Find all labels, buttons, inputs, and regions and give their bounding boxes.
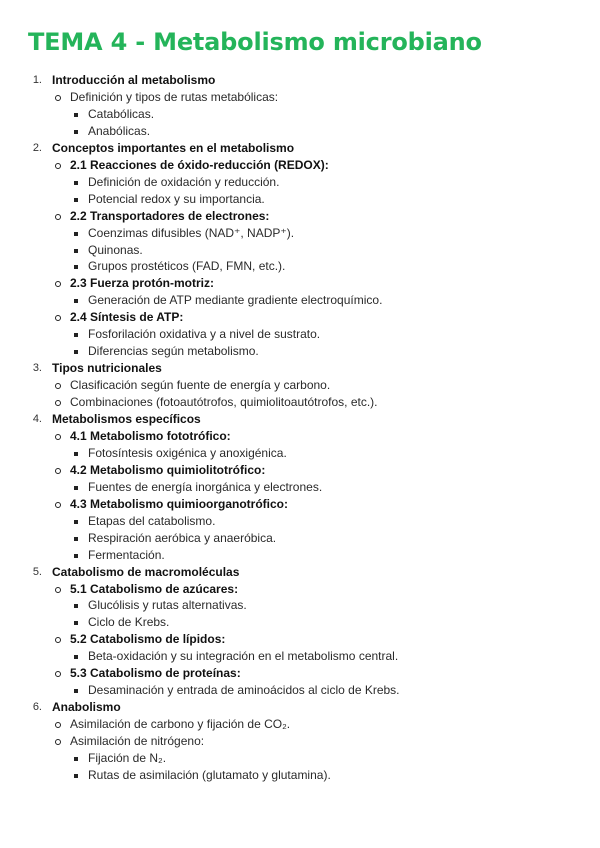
- outline-text: Fermentación.: [88, 547, 165, 562]
- square-bullet-icon: [74, 249, 78, 253]
- outline-text: 5.2 Catabolismo de lípidos:: [70, 632, 226, 647]
- outline-text: Introducción al metabolismo: [52, 73, 216, 87]
- outline-section: [0, 140, 600, 157]
- outline-bullet: [0, 750, 600, 767]
- outline-section: [0, 564, 600, 581]
- square-bullet-icon: [74, 350, 78, 354]
- outline-bullet: [0, 242, 600, 259]
- square-bullet-icon: [74, 130, 78, 134]
- outline-subitem: [0, 428, 600, 445]
- outline-text: 4.2 Metabolismo quimiolitotrófico:: [70, 462, 266, 477]
- square-bullet-icon: [74, 604, 78, 608]
- outline-bullet: [0, 530, 600, 547]
- outline-bullet: [0, 648, 600, 665]
- outline-bullet: [0, 614, 600, 631]
- square-bullet-icon: [74, 554, 78, 558]
- outline-text: Rutas de asimilación (glutamato y glutamina).: [88, 767, 331, 782]
- outline-text: Desaminación y entrada de aminoácidos al ciclo de Krebs.: [88, 683, 400, 698]
- square-bullet-icon: [74, 689, 78, 693]
- outline-text: 2.1 Reacciones de óxido-reducción (REDOX):: [70, 157, 329, 172]
- outline-text: Definición de oxidación y reducción.: [88, 174, 280, 189]
- square-bullet-icon: [74, 198, 78, 202]
- outline-text: Beta-oxidación y su integración en el metabolismo central.: [88, 649, 399, 664]
- square-bullet-icon: [74, 265, 78, 269]
- outline-text: Potencial redox y su importancia.: [88, 191, 265, 206]
- outline-bullet: [0, 123, 600, 140]
- outline-text: 5.3 Catabolismo de proteínas:: [70, 666, 241, 681]
- outline-bullet: [0, 258, 600, 275]
- outline-subitem: [0, 462, 600, 479]
- outline-text: Glucólisis y rutas alternativas.: [88, 598, 247, 613]
- outline-text: Fijación de N₂.: [88, 751, 167, 765]
- outline-text: Anabolismo: [52, 700, 121, 715]
- outline-subitem: [0, 377, 600, 394]
- outline-subitem: [0, 157, 600, 174]
- section-number: 5.: [32, 565, 42, 578]
- outline-bullet: [0, 326, 600, 343]
- hollow-bullet-icon: [55, 383, 61, 389]
- section-number: 1.: [32, 74, 42, 86]
- outline-text: Combinaciones (fotoautótrofos, quimiolitoautótrofos, etc.).: [70, 395, 378, 410]
- hollow-bullet-icon: [55, 214, 61, 220]
- outline-text: Fuentes de energía inorgánica y electrones.: [88, 479, 323, 494]
- hollow-bullet-icon: [55, 502, 61, 508]
- hollow-bullet-icon: [55, 434, 61, 440]
- outline-text: Fosforilación oxidativa y a nivel de sustrato.: [88, 327, 321, 342]
- outline-text: Ciclo de Krebs.: [88, 615, 170, 630]
- section-number: 6.: [32, 701, 42, 714]
- outline-text: Respiración aeróbica y anaeróbica.: [88, 530, 277, 545]
- outline-subitem: [0, 581, 600, 598]
- section-number: 4.: [32, 413, 42, 425]
- outline-text: Catabólicas.: [88, 106, 155, 121]
- outline-section: [0, 360, 600, 377]
- hollow-bullet-icon: [55, 400, 61, 406]
- outline-text: Grupos prostéticos (FAD, FMN, etc.).: [88, 259, 286, 274]
- square-bullet-icon: [74, 520, 78, 524]
- square-bullet-icon: [74, 113, 78, 117]
- square-bullet-icon: [74, 299, 78, 303]
- outline-text: Etapas del catabolismo.: [88, 513, 216, 528]
- outline-text: 2.3 Fuerza protón-motriz:: [70, 276, 215, 291]
- section-number: 2.: [32, 141, 42, 154]
- outline-bullet: [0, 597, 600, 614]
- square-bullet-icon: [74, 537, 78, 541]
- outline-bullet: [0, 479, 600, 496]
- outline-text: Coenzimas difusibles (NAD⁺, NADP⁺).: [88, 225, 295, 240]
- outline-text: Clasificación según fuente de energía y carbono.: [70, 378, 331, 393]
- section-number: 3.: [32, 362, 42, 375]
- outline-text: Anabólicas.: [88, 123, 151, 138]
- outline-subitem: [0, 665, 600, 682]
- outline-text: 2.4 Síntesis de ATP:: [70, 310, 184, 325]
- outline-bullet: [0, 547, 600, 564]
- outline-bullet: [0, 191, 600, 208]
- hollow-bullet-icon: [55, 587, 61, 593]
- outline-section: [0, 699, 600, 716]
- outline-text: Metabolismos específicos: [52, 412, 201, 426]
- outline-text: Diferencias según metabolismo.: [88, 344, 259, 359]
- outline-text: Tipos nutricionales: [52, 361, 162, 376]
- square-bullet-icon: [74, 232, 78, 236]
- hollow-bullet-icon: [55, 468, 61, 474]
- hollow-bullet-icon: [55, 95, 61, 101]
- outline-bullet: [0, 767, 600, 784]
- outline-text: Generación de ATP mediante gradiente electroquímico.: [88, 293, 383, 308]
- outline-subitem: [0, 716, 600, 733]
- outline-bullet: [0, 174, 600, 191]
- hollow-bullet-icon: [55, 163, 61, 169]
- square-bullet-icon: [74, 452, 78, 456]
- hollow-bullet-icon: [55, 722, 61, 728]
- outline-bullet: [0, 513, 600, 530]
- square-bullet-icon: [74, 181, 78, 185]
- outline-bullet: [0, 292, 600, 309]
- outline-bullet: [0, 343, 600, 360]
- outline-text: 2.2 Transportadores de electrones:: [70, 208, 270, 223]
- outline-text: Asimilación de nitrógeno:: [70, 734, 205, 749]
- outline-text: Quinonas.: [88, 242, 143, 257]
- page-title: TEMA 4 - Metabolismo microbiano: [28, 28, 482, 56]
- hollow-bullet-icon: [55, 315, 61, 321]
- outline-bullet: [0, 106, 600, 123]
- square-bullet-icon: [74, 486, 78, 490]
- outline-text: Fotosíntesis oxigénica y anoxigénica.: [88, 445, 287, 460]
- outline-subitem: [0, 275, 600, 292]
- outline-text: 4.3 Metabolismo quimioorganotrófico:: [70, 496, 289, 511]
- outline-subitem: [0, 89, 600, 106]
- outline-bullet: [0, 445, 600, 462]
- outline-subitem: [0, 631, 600, 648]
- outline-text: 5.1 Catabolismo de azúcares:: [70, 581, 239, 596]
- square-bullet-icon: [74, 621, 78, 625]
- outline-bullet: [0, 682, 600, 699]
- outline-text: Catabolismo de macromoléculas: [52, 564, 240, 579]
- outline-text: Conceptos importantes en el metabolismo: [52, 140, 295, 155]
- outline-text: 4.1 Metabolismo fototrófico:: [70, 428, 231, 443]
- outline-subitem: [0, 309, 600, 326]
- outline-subitem: [0, 733, 600, 750]
- hollow-bullet-icon: [55, 671, 61, 677]
- hollow-bullet-icon: [55, 637, 61, 643]
- outline-subitem: [0, 496, 600, 513]
- square-bullet-icon: [74, 333, 78, 337]
- outline-subitem: [0, 208, 600, 225]
- outline-bullet: [0, 225, 600, 242]
- hollow-bullet-icon: [55, 739, 61, 745]
- hollow-bullet-icon: [55, 281, 61, 287]
- outline-text: Asimilación de carbono y fijación de CO₂.: [70, 717, 291, 732]
- outline-section: [0, 72, 600, 89]
- outline-subitem: [0, 394, 600, 411]
- outline-section: [0, 411, 600, 428]
- square-bullet-icon: [74, 774, 78, 778]
- square-bullet-icon: [74, 655, 78, 659]
- square-bullet-icon: [74, 757, 78, 761]
- outline-text: Definición y tipos de rutas metabólicas:: [70, 89, 279, 104]
